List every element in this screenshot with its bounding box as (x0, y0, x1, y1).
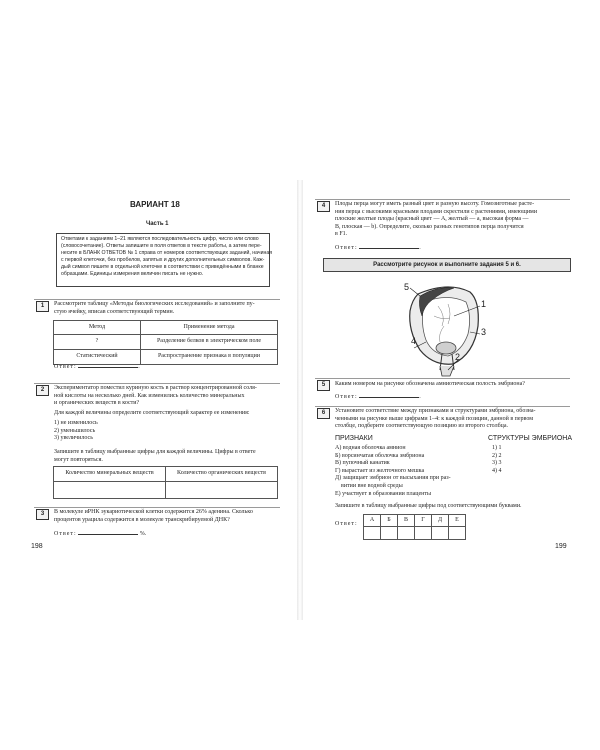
instructions-line: дый символ пишите в отдельной клеточке в соответствии с приведёнными в бланке (61, 264, 264, 270)
structure-item: 2) 2 (492, 452, 502, 459)
task4-text-line: B, плоская — b). Определите, сколько разных генотипов перца получится (335, 223, 524, 230)
separator (315, 199, 570, 200)
feature-item: Е) участвует в образовании плаценты (335, 490, 432, 497)
feature-item: А) водная оболочка амнион (335, 445, 406, 451)
instructions-line: с первой клеточки, без пробелов, запятых и других дополнительных символов. Каж- (61, 257, 265, 263)
separator (34, 299, 280, 300)
option-item: 1) не изменилось (54, 420, 98, 426)
feature-item: В) пупочный канатик (335, 460, 390, 467)
structure-item: 4) 4 (492, 467, 502, 474)
task4-text-line: в F1. (335, 231, 348, 238)
task3-text (54, 509, 284, 524)
answer-label: Ответ: (54, 364, 77, 370)
separator (34, 383, 280, 384)
cord-fill (440, 366, 454, 376)
feature-item: Г) вырастает из желточного мешка (335, 467, 425, 474)
task2-text-line: и органических веществ в кости? (54, 400, 140, 407)
task2-options (54, 420, 98, 443)
task6-text-line: Установите соответствие между признаками и структурами эмбриона, обозна- (335, 408, 536, 414)
answer-field[interactable] (359, 248, 419, 249)
task4-text-line: плоские желтые плоды (красный цвет — А, желтый — a, высокая форма — (335, 216, 529, 223)
table-cell: Статистический (54, 350, 141, 365)
table-cell: Распространение признака в популяции (141, 350, 278, 365)
task4-text-line: Плоды перца могут иметь разный цвет и разную высоту. Гомозиготные расте- (335, 201, 535, 207)
letter-cell: А (364, 515, 381, 527)
page-number: 199 (555, 543, 567, 550)
task2-instruction (54, 449, 284, 464)
table-header: Применение метода (141, 321, 278, 335)
task2-text-line: ной кислоты на несколько дней. Как изменились количество минеральных (54, 392, 245, 399)
variant-title: ВАРИАНТ 18 (130, 200, 180, 209)
table-cell: Разделение белков в электрическом поле (141, 335, 278, 350)
figure-label: 1 (481, 299, 487, 309)
instructions-line: образцами. Единицы измерения величин писать не нужно. (61, 271, 204, 277)
task1-text-line: стую ячейку, вписав соответствующий термин. (54, 308, 175, 315)
separator (315, 378, 570, 379)
task5-answer (335, 394, 421, 402)
task6-text (335, 408, 575, 431)
task-number: 4 (317, 201, 330, 212)
letter-cell: Д (432, 515, 449, 527)
task3-text-line: процентов урацила содержится в молекуле транскрибируемой ДНК? (54, 516, 230, 523)
task6-text-line: столбце, подберите соответствующую позицию из второго столбца. (335, 423, 508, 430)
separator (34, 507, 280, 508)
figure-label: 3 (481, 327, 487, 337)
right-page (303, 0, 600, 750)
answer-cell[interactable] (54, 482, 166, 499)
table-cell: ? (54, 335, 141, 350)
task4-text-line: ния перца с высокими красными плодами скрестили с растениями, имеющими (335, 208, 538, 215)
instruction-line: Запишите в таблицу выбранные цифры для каждой величины. Цифры в ответе (54, 449, 256, 455)
answer-suffix: . (419, 245, 421, 251)
page-number: 198 (31, 543, 43, 550)
task6-text-line: ченными на рисунке выше цифрами 1–4: к каждой позиции, данной в первом (335, 415, 534, 422)
left-page (0, 0, 297, 750)
table-header: Количество минеральных веществ (54, 467, 166, 482)
figure-label: 2 (455, 352, 461, 362)
instructions-line: несите в БЛАНК ОТВЕТОВ № 1 справа от номеров соответствующих заданий, начиная (61, 250, 273, 256)
letter-cell: Б (381, 515, 398, 527)
instruction-line: могут повторяться. (54, 456, 103, 463)
answer-cell[interactable] (166, 482, 278, 499)
answer-label: Ответ: (335, 521, 358, 527)
table-header: Количество органических веществ (166, 467, 278, 482)
letter-cell: Г (415, 515, 432, 527)
figure-banner: Рассмотрите рисунок и выполните задания 5 и 6. (323, 258, 571, 272)
part-title: Часть 1 (146, 221, 169, 227)
task4-text (335, 201, 575, 239)
task2-text-line: Экспериментатор поместил куриную кость в раствор концентрированной соля- (54, 385, 257, 391)
answer-cell[interactable] (381, 527, 398, 540)
task-number: 6 (317, 408, 330, 419)
task2-answer-table (53, 466, 278, 499)
answer-cell[interactable] (432, 527, 449, 540)
answer-suffix: . (419, 394, 421, 400)
figure-label: 4 (411, 336, 417, 346)
embryo-body (436, 342, 456, 354)
task-number: 1 (36, 301, 49, 312)
letter-cell: В (398, 515, 415, 527)
task-number: 3 (36, 509, 49, 520)
structure-item: 3) 3 (492, 460, 502, 467)
feature-item: Д) защищает эмбрион от высыхания при раз- (335, 475, 451, 482)
answer-suffix: %. (139, 531, 147, 537)
instructions-box (56, 233, 273, 287)
task-number: 5 (317, 380, 330, 391)
task4-answer (335, 245, 421, 253)
feature-item: Б) ворсинчатая оболочка эмбриона (335, 452, 425, 459)
methods-table (53, 320, 278, 365)
instructions-line: Ответами к заданиям 1–21 являются последовательность цифр, число или слово (61, 236, 259, 242)
answer-label: Ответ: (54, 531, 77, 537)
separator (315, 406, 570, 407)
answer-field[interactable] (78, 534, 138, 535)
task1-answer (54, 364, 140, 372)
answer-label: Ответ: (335, 394, 358, 400)
task6-instruction: Запишите в таблицу выбранные цифры под соответствующими буквами. (335, 503, 522, 509)
structure-item: 1) 1 (492, 445, 502, 451)
answer-field[interactable] (78, 367, 138, 368)
task-number: 2 (36, 385, 49, 396)
answer-cell[interactable] (398, 527, 415, 540)
answer-cell[interactable] (415, 527, 432, 540)
answer-label: Ответ: (335, 245, 358, 251)
features-header: ПРИЗНАКИ (335, 435, 373, 442)
feature-item: витии вне водной среды (335, 482, 403, 489)
features-list (335, 445, 485, 498)
structures-header: СТРУКТУРЫ ЭМБРИОНА (488, 435, 572, 442)
task1-text-line: Рассмотрите таблицу «Методы биологических исследований» и заполните пу- (54, 301, 255, 307)
answer-field[interactable] (359, 397, 419, 398)
task1-text (54, 301, 284, 316)
task3-text-line: В молекуле иРНК эукариотической клетки содержится 26% аденина. Сколько (54, 509, 253, 515)
task5-text: Каким номером на рисунке обозначена амниотическая полость эмбриона? (335, 381, 525, 387)
task2-text (54, 385, 284, 408)
task6-answer-table (363, 514, 466, 540)
letter-cell: Е (449, 515, 466, 527)
task3-answer (54, 531, 146, 539)
table-header: Метод (54, 321, 141, 335)
option-item: 3) увеличилось (54, 435, 93, 442)
instructions-line: (словосочетание). Ответы запишите в поля ответов в тексте работы, а затем пере- (61, 243, 262, 249)
answer-cell[interactable] (364, 527, 381, 540)
task2-question: Для каждой величины определите соответствующий характер ее изменения: (54, 410, 250, 416)
figure-label: 5 (404, 282, 410, 292)
answer-suffix: . (138, 364, 140, 370)
structures-list (492, 445, 502, 475)
answer-cell[interactable] (449, 527, 466, 540)
option-item: 2) уменьшилось (54, 427, 96, 434)
